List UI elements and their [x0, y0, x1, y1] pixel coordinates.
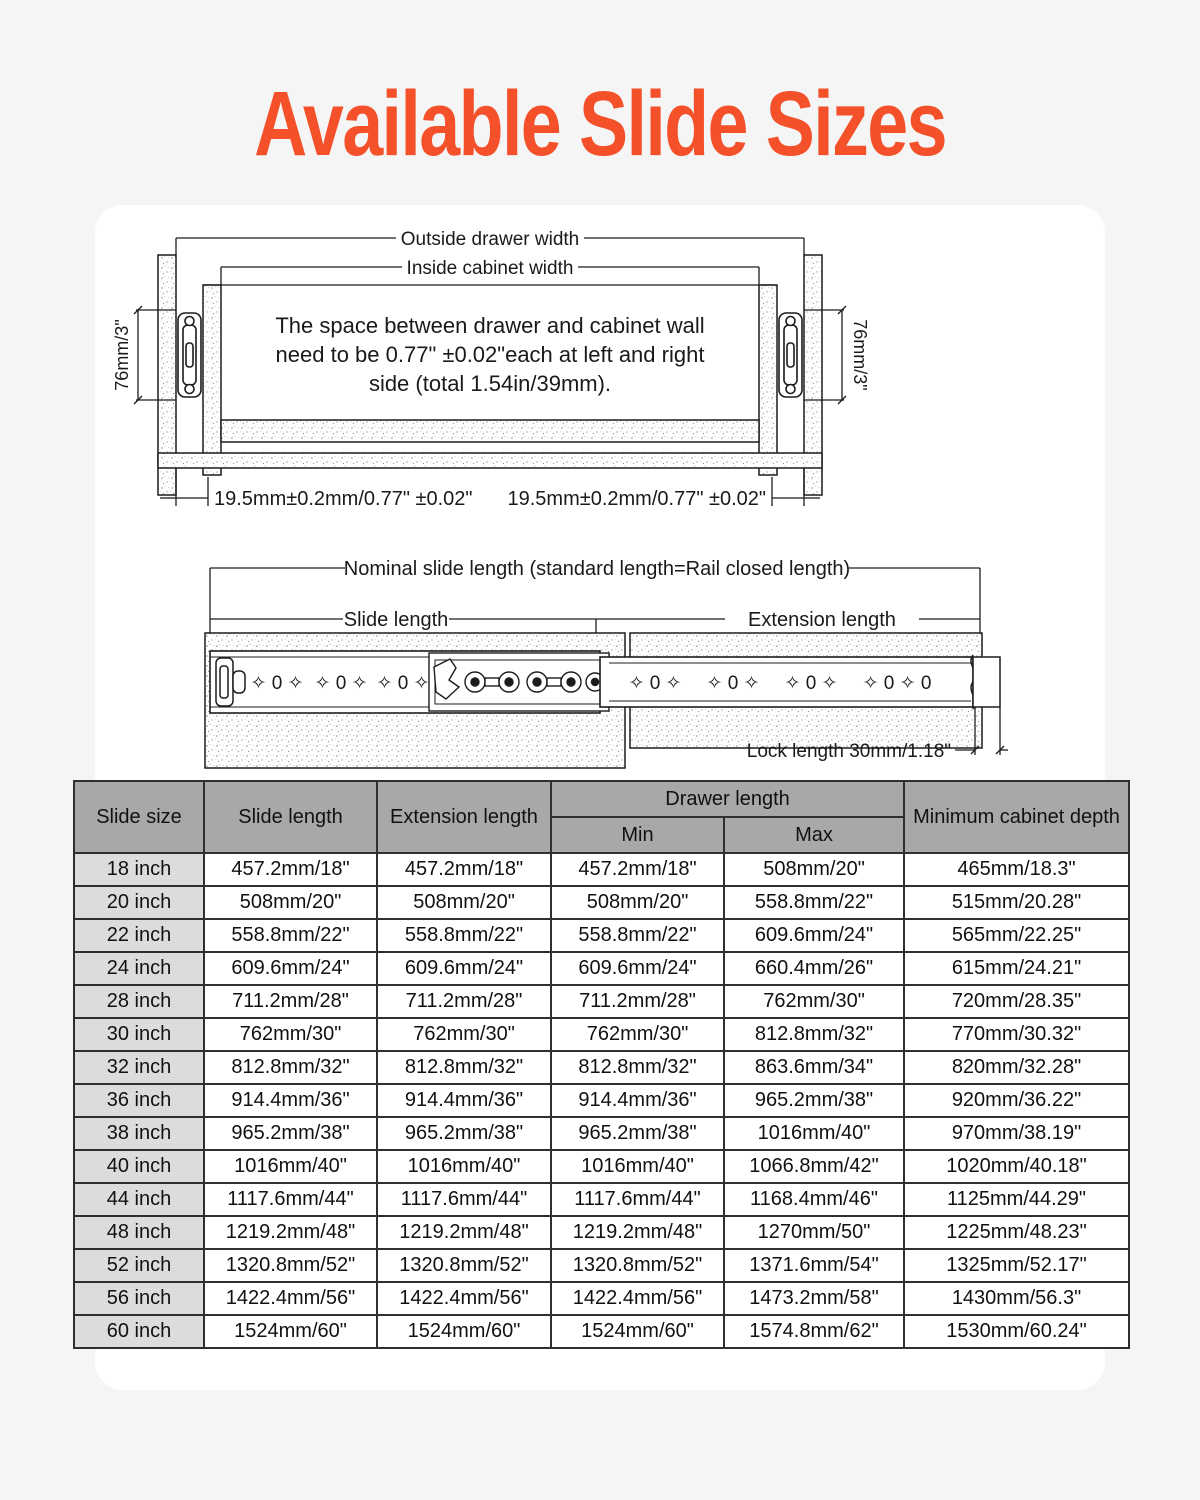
svg-text:✧ 0 ✧: ✧ 0 ✧ [784, 673, 838, 694]
drawer-max-cell: 1016mm/40" [724, 1117, 904, 1150]
drawer-min-cell: 609.6mm/24" [551, 952, 724, 985]
cabinet-depth-cell: 1225mm/48.23" [904, 1216, 1129, 1249]
table-row [74, 1018, 1129, 1051]
drawer-max-cell: 1270mm/50" [724, 1216, 904, 1249]
drawer-max-cell: 1066.8mm/42" [724, 1150, 904, 1183]
extension-length-cell: 1016mm/40" [377, 1150, 551, 1183]
header-drawer-length: Drawer length [551, 781, 904, 817]
extension-length-cell: 609.6mm/24" [377, 952, 551, 985]
cabinet-depth-cell: 515mm/20.28" [904, 886, 1129, 919]
slide-size-cell: 56 inch [74, 1282, 204, 1315]
table-row [74, 886, 1129, 919]
header-drawer-max: Max [724, 817, 904, 853]
drawer-min-cell: 558.8mm/22" [551, 919, 724, 952]
cabinet-depth-cell: 1020mm/40.18" [904, 1150, 1129, 1183]
header-drawer-min: Min [551, 817, 724, 853]
header-min-cabinet-depth: Minimum cabinet depth [904, 781, 1129, 853]
table-row [74, 952, 1129, 985]
svg-text:✧ 0 ✧: ✧ 0 ✧ [628, 673, 682, 694]
cabinet-depth-cell: 820mm/32.28" [904, 1051, 1129, 1084]
drawer-min-cell: 1016mm/40" [551, 1150, 724, 1183]
drawer-min-cell: 508mm/20" [551, 886, 724, 919]
slide-size-cell: 48 inch [74, 1216, 204, 1249]
table-row [74, 853, 1129, 886]
cabinet-depth-cell: 615mm/24.21" [904, 952, 1129, 985]
drawer-min-cell: 762mm/30" [551, 1018, 724, 1051]
slide-length-label: Slide length [343, 609, 449, 631]
slide-height-label-right: 76mm/3" [850, 319, 870, 391]
extension-length-cell: 1219.2mm/48" [377, 1216, 551, 1249]
slide-length-cell: 812.8mm/32" [204, 1051, 377, 1084]
svg-text:✧ 0 ✧: ✧ 0 ✧ [314, 673, 368, 694]
slide-length-cell: 1320.8mm/52" [204, 1249, 377, 1282]
drawer-min-cell: 457.2mm/18" [551, 853, 724, 886]
table-body [74, 853, 1129, 1348]
slide-size-cell: 20 inch [74, 886, 204, 919]
extension-length-cell: 711.2mm/28" [377, 985, 551, 1018]
svg-text:The space between drawer and c: The space between drawer and cabinet wall [275, 313, 705, 338]
slide-size-cell: 38 inch [74, 1117, 204, 1150]
extension-length-cell: 1524mm/60" [377, 1315, 551, 1348]
drawer-max-cell: 508mm/20" [724, 853, 904, 886]
drawer-max-cell: 762mm/30" [724, 985, 904, 1018]
inside-cabinet-width-label: Inside cabinet width [406, 258, 574, 279]
slide-size-cell: 36 inch [74, 1084, 204, 1117]
extension-length-cell: 1422.4mm/56" [377, 1282, 551, 1315]
table-header [74, 781, 1129, 853]
slide-rail [210, 651, 1000, 713]
svg-text:✧ 0 ✧: ✧ 0 ✧ [376, 673, 430, 694]
slide-length-cell: 1117.6mm/44" [204, 1183, 377, 1216]
lock-length-label: Lock length 30mm/1.18" [746, 741, 951, 762]
drawer-max-cell: 1168.4mm/46" [724, 1183, 904, 1216]
svg-text:✧ 0 ✧: ✧ 0 ✧ [250, 673, 304, 694]
drawer-max-cell: 609.6mm/24" [724, 919, 904, 952]
drawer-max-cell: 863.6mm/34" [724, 1051, 904, 1084]
svg-text:need to be 0.77" ±0.02"each at: need to be 0.77" ±0.02"each at left and right [275, 342, 705, 367]
spacing-note [275, 313, 704, 396]
cabinet-depth-cell: 1125mm/44.29" [904, 1183, 1129, 1216]
slide-cross-section-right [779, 313, 802, 397]
header-slide-length: Slide length [204, 781, 377, 853]
drawer-max-cell: 660.4mm/26" [724, 952, 904, 985]
slide-length-diagram [185, 543, 1010, 778]
table-row [74, 985, 1129, 1018]
slide-size-cell: 44 inch [74, 1183, 204, 1216]
drawer-max-cell: 812.8mm/32" [724, 1018, 904, 1051]
slide-size-cell: 32 inch [74, 1051, 204, 1084]
slide-size-cell: 40 inch [74, 1150, 204, 1183]
drawer-max-cell: 1473.2mm/58" [724, 1282, 904, 1315]
slide-height-label-left: 76mm/3" [112, 319, 132, 391]
slide-length-cell: 1016mm/40" [204, 1150, 377, 1183]
extension-length-cell: 762mm/30" [377, 1018, 551, 1051]
table-row [74, 1150, 1129, 1183]
slide-size-cell: 30 inch [74, 1018, 204, 1051]
slide-length-cell: 1422.4mm/56" [204, 1282, 377, 1315]
table-row [74, 919, 1129, 952]
rail-latch-mechanism [429, 653, 609, 711]
slide-length-cell: 457.2mm/18" [204, 853, 377, 886]
table-row [74, 1282, 1129, 1315]
cabinet-depth-cell: 770mm/30.32" [904, 1018, 1129, 1051]
cabinet-depth-cell: 465mm/18.3" [904, 853, 1129, 886]
drawer-min-cell: 812.8mm/32" [551, 1051, 724, 1084]
drawer-min-cell: 1422.4mm/56" [551, 1282, 724, 1315]
table-row [74, 1051, 1129, 1084]
drawer-min-cell: 1117.6mm/44" [551, 1183, 724, 1216]
drawer-max-cell: 1371.6mm/54" [724, 1249, 904, 1282]
drawer-min-cell: 1320.8mm/52" [551, 1249, 724, 1282]
slide-length-cell: 711.2mm/28" [204, 985, 377, 1018]
slide-length-cell: 762mm/30" [204, 1018, 377, 1051]
drawer-min-cell: 965.2mm/38" [551, 1117, 724, 1150]
cabinet-depth-cell: 920mm/36.22" [904, 1084, 1129, 1117]
cabinet-depth-cell: 970mm/38.19" [904, 1117, 1129, 1150]
gap-label-left: 19.5mm±0.2mm/0.77" ±0.02" [214, 488, 473, 510]
extension-length-label: Extension length [748, 609, 896, 631]
slide-size-cell: 22 inch [74, 919, 204, 952]
cabinet-depth-cell: 1325mm/52.17" [904, 1249, 1129, 1282]
cabinet-depth-cell: 565mm/22.25" [904, 919, 1129, 952]
table-row [74, 1084, 1129, 1117]
drawer-min-cell: 1219.2mm/48" [551, 1216, 724, 1249]
slide-length-cell: 914.4mm/36" [204, 1084, 377, 1117]
rail-holes-left [251, 673, 430, 694]
cabinet-depth-cell: 1430mm/56.3" [904, 1282, 1129, 1315]
extension-length-cell: 914.4mm/36" [377, 1084, 551, 1117]
drawer-bottom-panel [158, 420, 822, 468]
slide-size-cell: 28 inch [74, 985, 204, 1018]
table-row [74, 1117, 1129, 1150]
slide-size-cell: 18 inch [74, 853, 204, 886]
header-extension-length: Extension length [377, 781, 551, 853]
table-row [74, 1249, 1129, 1282]
slide-cross-section-left [178, 313, 201, 397]
drawer-max-cell: 1574.8mm/62" [724, 1315, 904, 1348]
cabinet-depth-cell: 1530mm/60.24" [904, 1315, 1129, 1348]
slide-length-cell: 508mm/20" [204, 886, 377, 919]
outside-drawer-width-label: Outside drawer width [400, 229, 580, 250]
drawer-max-cell: 965.2mm/38" [724, 1084, 904, 1117]
rail-lock-segment [973, 657, 1000, 707]
svg-text:✧ 0 ✧ 0: ✧ 0 ✧ 0 [862, 673, 932, 694]
cabinet-depth-cell: 720mm/28.35" [904, 985, 1129, 1018]
nominal-length-label: Nominal slide length (standard length=Rail closed length) [343, 558, 851, 580]
drawer-width-diagram [110, 225, 870, 525]
slide-length-cell: 558.8mm/22" [204, 919, 377, 952]
header-slide-size: Slide size [74, 781, 204, 853]
page-title: Available Slide Sizes [254, 73, 946, 175]
drawer-min-cell: 1524mm/60" [551, 1315, 724, 1348]
svg-text:✧ 0 ✧: ✧ 0 ✧ [706, 673, 760, 694]
extension-length-cell: 812.8mm/32" [377, 1051, 551, 1084]
slide-size-cell: 52 inch [74, 1249, 204, 1282]
table-row [74, 1216, 1129, 1249]
slide-length-cell: 1524mm/60" [204, 1315, 377, 1348]
extension-length-cell: 558.8mm/22" [377, 919, 551, 952]
slide-length-cell: 1219.2mm/48" [204, 1216, 377, 1249]
slide-length-cell: 609.6mm/24" [204, 952, 377, 985]
svg-text:side (total 1.54in/39mm).: side (total 1.54in/39mm). [368, 371, 612, 396]
slide-size-cell: 60 inch [74, 1315, 204, 1348]
extension-length-cell: 508mm/20" [377, 886, 551, 919]
table-row [74, 1315, 1129, 1348]
extension-length-cell: 965.2mm/38" [377, 1117, 551, 1150]
table-row [74, 1183, 1129, 1216]
slide-length-cell: 965.2mm/38" [204, 1117, 377, 1150]
slide-size-cell: 24 inch [74, 952, 204, 985]
drawer-max-cell: 558.8mm/22" [724, 886, 904, 919]
drawer-min-cell: 914.4mm/36" [551, 1084, 724, 1117]
gap-label-right: 19.5mm±0.2mm/0.77" ±0.02" [507, 488, 766, 510]
drawer-min-cell: 711.2mm/28" [551, 985, 724, 1018]
extension-length-cell: 457.2mm/18" [377, 853, 551, 886]
slide-size-table [73, 780, 1130, 1349]
extension-length-cell: 1320.8mm/52" [377, 1249, 551, 1282]
extension-length-cell: 1117.6mm/44" [377, 1183, 551, 1216]
